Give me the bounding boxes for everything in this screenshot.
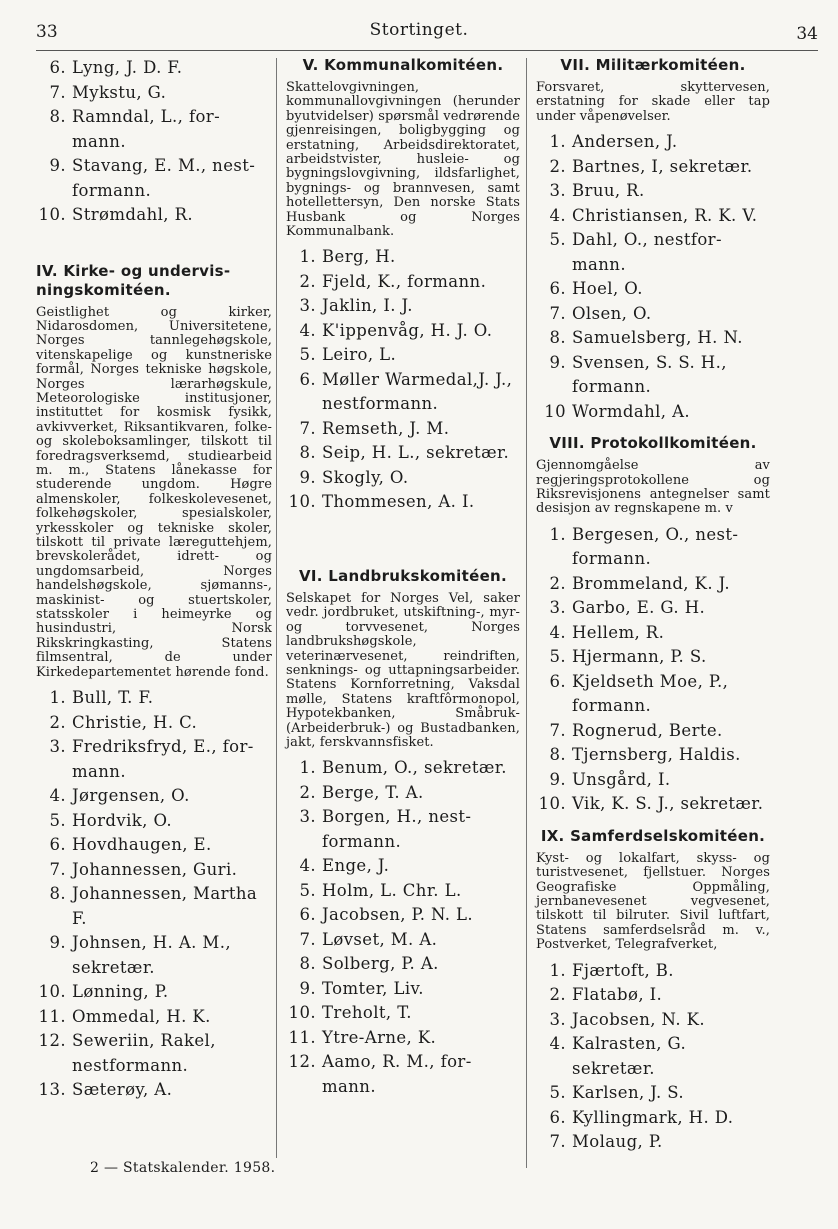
- list-item: 1. Berg, H.: [299, 247, 396, 267]
- list-item: 2. Fjeld, K., formann.: [299, 271, 487, 291]
- member-list: [286, 245, 520, 515]
- list-item: 10. Lønning, P.: [38, 982, 169, 1002]
- list-item: 3. Bruu, R.: [549, 181, 645, 201]
- list-item: 11. Ommedal, H. K.: [38, 1006, 211, 1026]
- list-item: 12. Seweriin, Rakel, nestformann.: [38, 1031, 216, 1075]
- list-item: 10. Treholt, T.: [288, 1003, 412, 1023]
- list-item: 7. Johannessen, Guri.: [49, 859, 238, 879]
- list-item: 6. Hovdhaugen, E.: [49, 835, 212, 855]
- list-item: 1. Andersen, J.: [549, 132, 678, 152]
- list-item: 6. Hoel, O.: [549, 279, 643, 299]
- column-divider-2: [526, 58, 527, 1168]
- list-item: 5. Holm, L. Chr. L.: [299, 880, 462, 900]
- committee-title: IV. Kirke- og undervis-ningskomitéen.: [36, 261, 231, 299]
- list-item: 3. Jaklin, I. J.: [299, 296, 413, 316]
- committee-title: VI. Landbrukskomitéen.: [298, 566, 508, 585]
- list-item: 7. Remseth, J. M.: [299, 418, 450, 438]
- member-list: [536, 523, 770, 817]
- list-item: 4. K'ippenvåg, H. J. O.: [299, 320, 493, 340]
- list-item: 7. Rognerud, Berte.: [549, 720, 723, 740]
- committee-title: V. Kommunalkomitéen.: [302, 56, 504, 74]
- list-item: 1. Fjærtoft, B.: [549, 960, 674, 980]
- member-list: [36, 686, 272, 1103]
- column-divider-1: [276, 58, 277, 1158]
- list-item: 4. Enge, J.: [299, 856, 390, 876]
- list-item: 2. Flatabø, I.: [549, 985, 663, 1005]
- page-header: [0, 18, 838, 48]
- list-item: 2. Brommeland, K. J.: [549, 573, 730, 593]
- list-item: 13. Sæterøy, A.: [38, 1080, 173, 1100]
- list-item: 9. Stavang, E. M., nest-formann.: [49, 156, 256, 200]
- page-number-right: 34: [796, 24, 818, 44]
- page-number-left: 33: [36, 22, 58, 42]
- list-item: 5. Karlsen, J. S.: [549, 1083, 685, 1103]
- list-item: 11. Ytre-Arne, K.: [288, 1027, 437, 1047]
- committee-description: Gjennomgåelse av regjeringsprotokollene og Riksrevisjonens antegnelser samt desisjon av regnskapene m. v: [536, 458, 770, 517]
- list-item: 7. Molaug, P.: [549, 1132, 663, 1152]
- list-item: 4. Jørgensen, O.: [49, 786, 190, 806]
- list-item: 5. Hordvik, O.: [49, 810, 173, 830]
- committee-description: Kyst- og lokalfart, skyss- og turistvesenet, fjellstuer. Norges Geografiske Oppmåling, jernbanevesenet vegvesenet, tilskott til bilruter. Sivil luftfart, Statens samferdselsråd m. v., Postverket, Telegrafverket,: [536, 850, 770, 953]
- list-item: 5. Dahl, O., nestfor-mann.: [549, 230, 722, 274]
- page-footer: 2 — Statskalender. 1958.: [90, 1160, 276, 1176]
- list-item: 9. Tomter, Liv.: [299, 978, 424, 998]
- list-item: 8. Ramndal, L., for-mann.: [49, 107, 221, 151]
- list-item: 6. Lyng, J. D. F.: [49, 58, 183, 77]
- list-item: 1. Bergesen, O., nest-formann.: [549, 524, 739, 569]
- list-item: 7. Løvset, M. A.: [299, 929, 438, 949]
- list-item: 10 Wormdahl, A.: [544, 401, 691, 421]
- column-2: [286, 56, 520, 1099]
- list-item: 9. Unsgård, I.: [549, 769, 671, 789]
- list-item: 8. Johannessen, Martha F.: [49, 884, 258, 928]
- list-item: 1. Benum, O., sekretær.: [299, 758, 507, 778]
- list-item: 12. Aamo, R. M., for-mann.: [288, 1052, 472, 1096]
- list-item: 2. Berge, T. A.: [299, 782, 424, 802]
- list-item: 4. Hellem, R.: [549, 622, 665, 642]
- list-item: 7. Mykstu, G.: [49, 82, 167, 102]
- list-item: 3. Fredriksfryd, E., for-mann.: [49, 737, 254, 781]
- list-item: 1. Bull, T. F.: [49, 688, 154, 708]
- committee-title: VII. Militærkomitéen.: [560, 56, 746, 74]
- list-item: 5. Leiro, L.: [299, 345, 397, 365]
- committee-description: Selskapet for Norges Vel, saker vedr. jordbruket, utskiftning-, myr- og torvvesenet, Norges landbrukshøgskole, veterinærvesenet, reindriften, senknings- og uttapningsarbeider. Statens Kornforretning, Vaksdal mølle, Statens kraftfôrmonopol, Hypotekbanken, Småbruk- (Arbeiderbruk-) og Bustadbanken, jakt, ferskvannsfisket.: [286, 590, 520, 751]
- committee-description: Forsvaret, skyttervesen, erstatning for skade eller tap under våpenøvelser.: [536, 80, 770, 124]
- committee-description: Geistlighet og kirker, Nidarosdomen, Universitetene, Norges tannlegehøgskole, vitenskapelige og kunstneriske formål, Norges tekniske høgskole, Norges lærarhøgskule, Meteorologiske institusjoner, instituttet for kosmisk fysikk, avkivverket, Riksantikvaren, folke- og skoleboksamlinger, tilskott til foredragsverksemd, studiearbeid m. m., Statens lånekasse for studerende ungdom. Høgre almenskoler, folkeskolevesenet, folkehøgskoler, spesialskoler, yrkesskoler og tekniske skoler, tilskott til private læreguttehjem, brevskolerådet, idrett- og ungdomsarbeid, Norges handelshøgskole, sjømanns-, maskinist- og stuertskoler, statsskoler i heimeyrke og husindustri, Norsk Rikskringkasting, Statens filmsentral, de under Kirkedepartementet hørende fond.: [36, 304, 272, 680]
- list-item: 3. Jacobsen, N. K.: [549, 1009, 705, 1029]
- committee-title: VIII. Protokollkomitéen.: [549, 434, 757, 453]
- list-item: 9. Johnsen, H. A. M., sekretær.: [49, 933, 232, 977]
- list-item: 6. Møller Warmedal,J. J., nestformann.: [299, 369, 513, 414]
- column-1: [36, 56, 272, 1103]
- committee-description: Skattelovgivningen, kommunallovgivningen (herunder byutvidelser) spørsmål vedrørende gjenreisingen, boligbygging og erstatning, Arbeidsdirektoratet, arbeidstvister, husleie- og bygningslovgivning, ildsfarlighet, bygnings- og brannvesen, samt hotellettersyn, Den norske Stats Husbank og Norges Kommunalbank.: [286, 80, 520, 240]
- list-item: 8. Seip, H. L., sekretær.: [299, 443, 510, 463]
- list-item: 10. Strømdahl, R.: [38, 205, 194, 224]
- committee-title: IX. Samferdselskomitéen.: [540, 826, 766, 845]
- column-3: [536, 56, 770, 1155]
- page-title: Stortinget.: [369, 20, 469, 40]
- list-item: 3. Borgen, H., nest-formann.: [299, 807, 472, 851]
- list-item: 2. Christie, H. C.: [49, 712, 198, 732]
- list-item: 9. Svensen, S. S. H., formann.: [549, 352, 727, 397]
- list-item: 10. Thommesen, A. I.: [288, 492, 475, 512]
- member-list: [536, 130, 770, 424]
- list-item: 9. Skogly, O.: [299, 467, 409, 487]
- list-item: 8. Samuelsberg, H. N.: [549, 328, 743, 348]
- list-item: 4. Kalrasten, G. sekretær.: [549, 1034, 687, 1078]
- list-item: 6. Kyllingmark, H. D.: [549, 1107, 734, 1127]
- member-list: [536, 959, 770, 1155]
- list-item: 8. Tjernsberg, Haldis.: [549, 745, 741, 765]
- list-item: 6. Kjeldseth Moe, P., formann.: [549, 671, 729, 716]
- list-item: 2. Bartnes, I, sekretær.: [549, 156, 753, 176]
- list-item: 7. Olsen, O.: [549, 303, 652, 323]
- list-item: 4. Christiansen, R. K. V.: [549, 205, 758, 225]
- list-item: 10. Vik, K. S. J., sekretær.: [538, 794, 764, 814]
- continued-member-list: [36, 56, 272, 228]
- list-item: 3. Garbo, E. G. H.: [549, 598, 706, 618]
- list-item: 8. Solberg, P. A.: [299, 954, 439, 974]
- list-item: 6. Jacobsen, P. N. L.: [299, 905, 474, 925]
- member-list: [286, 756, 520, 1099]
- header-rule: [36, 50, 818, 51]
- list-item: 5. Hjermann, P. S.: [549, 647, 707, 667]
